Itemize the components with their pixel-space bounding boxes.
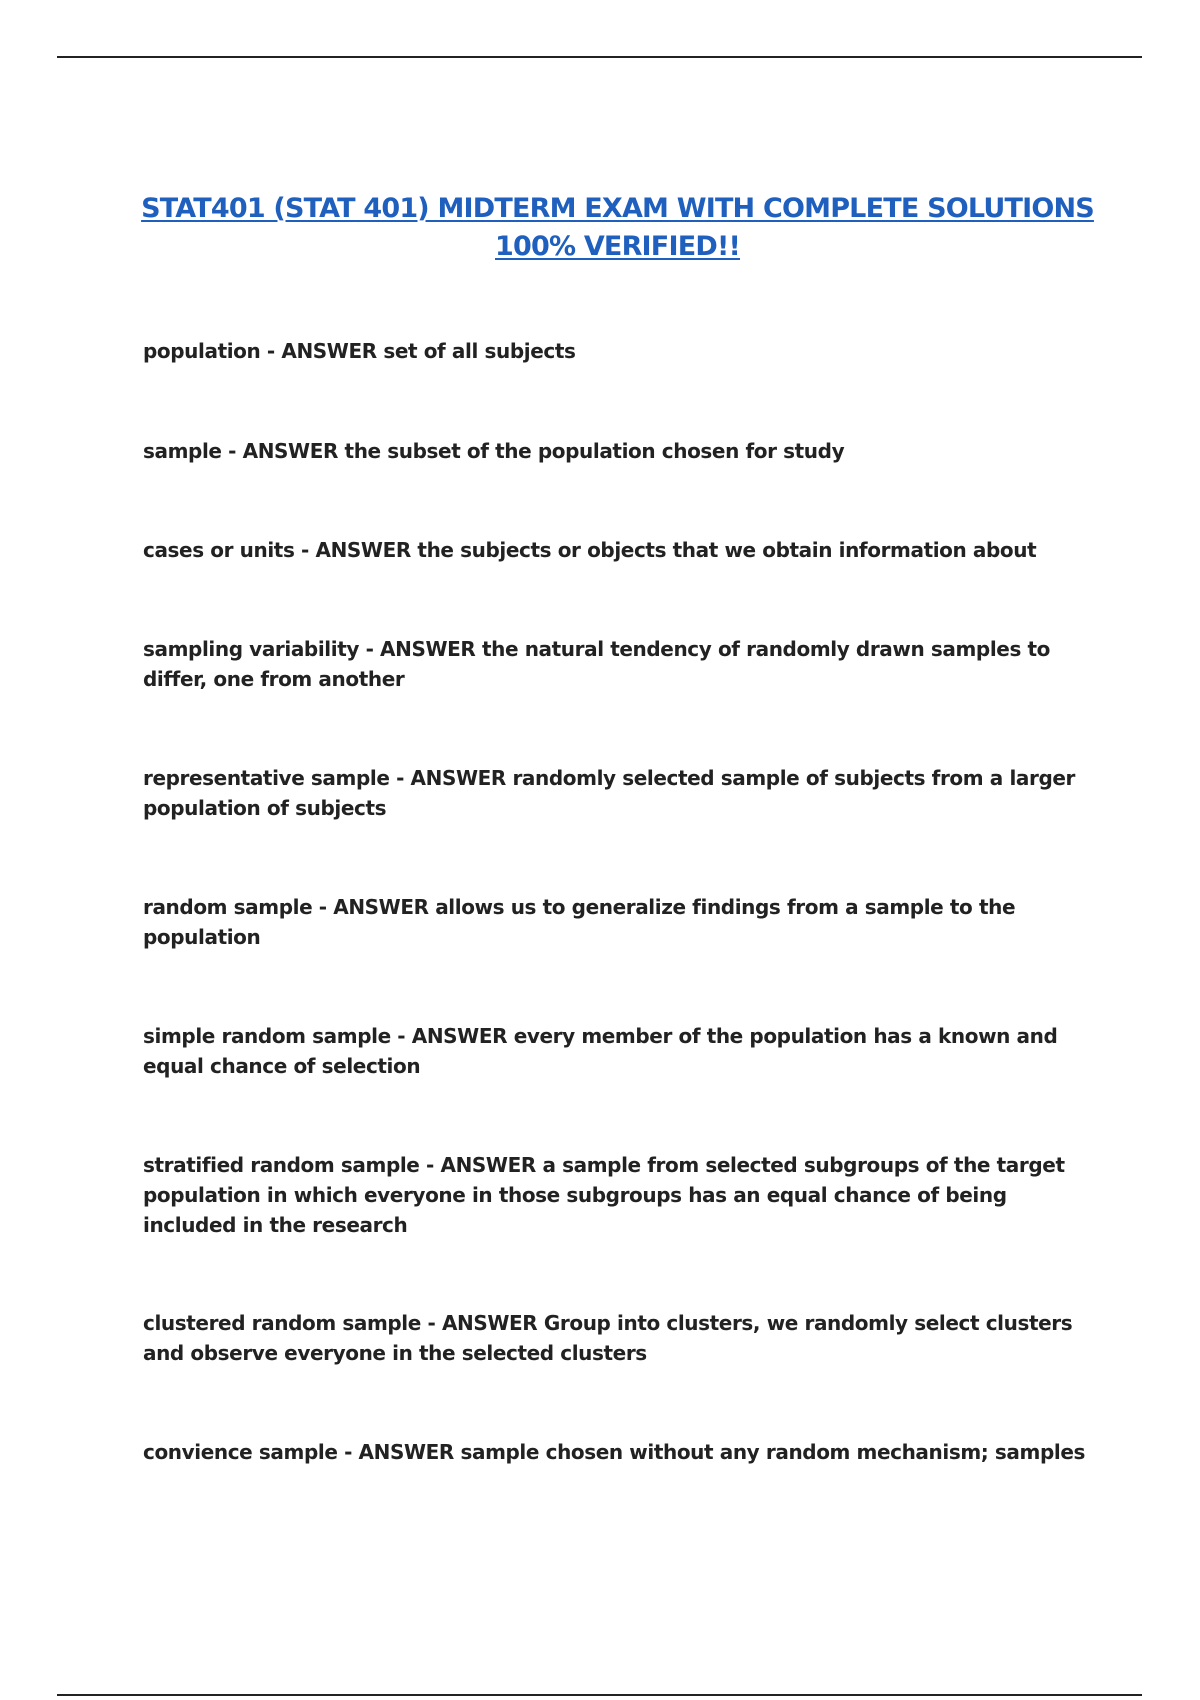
entry-simple-random-sample: simple random sample - ANSWER every member of the population has a known and equal chance of selection <box>143 1024 1058 1078</box>
entry-definition: every member of the population has a known and equal chance of selection <box>143 1024 1058 1078</box>
entry-convience-sample: convience sample - ANSWER sample chosen without any random mechanism; samples <box>143 1440 1086 1464</box>
entry-term: simple random sample <box>143 1024 391 1048</box>
entry-term: cases or units <box>143 538 295 562</box>
entry-term: clustered random sample <box>143 1311 421 1335</box>
entry-term: stratified random sample <box>143 1153 420 1177</box>
answer-marker: ANSWER <box>441 1311 538 1335</box>
entry-definition: randomly selected sample of subjects from a larger population of subjects <box>143 766 1075 820</box>
entry-sampling-variability: sampling variability - ANSWER the natural tendency of randomly drawn samples to differ, one from another <box>143 637 1051 691</box>
answer-marker: ANSWER <box>315 538 411 562</box>
entry-sample: sample - ANSWER the subset of the population chosen for study <box>143 439 845 463</box>
entry-definition: set of all subjects <box>383 339 576 363</box>
answer-marker: ANSWER <box>358 1440 454 1464</box>
answer-marker: ANSWER <box>380 637 476 661</box>
entry-definition: Group into clusters, we randomly select clusters and observe everyone in the selected clusters <box>143 1311 1073 1365</box>
entry-term: population <box>143 339 261 363</box>
entry-definition: the subjects or objects that we obtain information about <box>417 538 1037 562</box>
entry-term: random sample <box>143 895 313 919</box>
entry-cases-or-units: cases or units - ANSWER the subjects or objects that we obtain information about <box>143 538 1037 562</box>
document-title <box>120 190 1115 266</box>
entry-term: convience sample <box>143 1440 338 1464</box>
bottom-rule <box>57 1694 1142 1696</box>
entry-definition: allows us to generalize findings from a sample to the population <box>143 895 1016 949</box>
entry-representative-sample: representative sample - ANSWER randomly selected sample of subjects from a larger population of subjects <box>143 766 1075 820</box>
top-rule <box>57 56 1142 58</box>
title-line-2: 100% VERIFIED!! <box>495 231 740 262</box>
answer-marker: ANSWER <box>242 439 338 463</box>
answer-marker: ANSWER <box>411 1024 508 1048</box>
entry-definition: sample chosen without any random mechanism; samples <box>460 1440 1086 1464</box>
entry-stratified-random-sample: stratified random sample - ANSWER a sample from selected subgroups of the target population in which everyone in those subgroups has an equal chance of being included in the research <box>143 1153 1065 1237</box>
entry-definition: a sample from selected subgroups of the target population in which everyone in those subgroups has an equal chance of being included in the research <box>143 1153 1065 1237</box>
entry-term: sampling variability <box>143 637 360 661</box>
answer-marker: ANSWER <box>440 1153 536 1177</box>
answer-marker: ANSWER <box>281 339 377 363</box>
entry-random-sample: random sample - ANSWER allows us to generalize findings from a sample to the population <box>143 895 1016 949</box>
entry-population: population - ANSWER set of all subjects <box>143 339 576 363</box>
title-line-1: STAT401 (STAT 401) MIDTERM EXAM WITH COMPLETE SOLUTIONS <box>141 193 1094 224</box>
entry-clustered-random-sample: clustered random sample - ANSWER Group into clusters, we randomly select clusters and observe everyone in the selected clusters <box>143 1311 1073 1365</box>
answer-marker: ANSWER <box>333 895 429 919</box>
entry-definition: the subset of the population chosen for study <box>344 439 845 463</box>
entry-term: sample <box>143 439 222 463</box>
entry-term: representative sample <box>143 766 390 790</box>
entry-definition: the natural tendency of randomly drawn samples to differ, one from another <box>143 637 1051 691</box>
answer-marker: ANSWER <box>410 766 506 790</box>
